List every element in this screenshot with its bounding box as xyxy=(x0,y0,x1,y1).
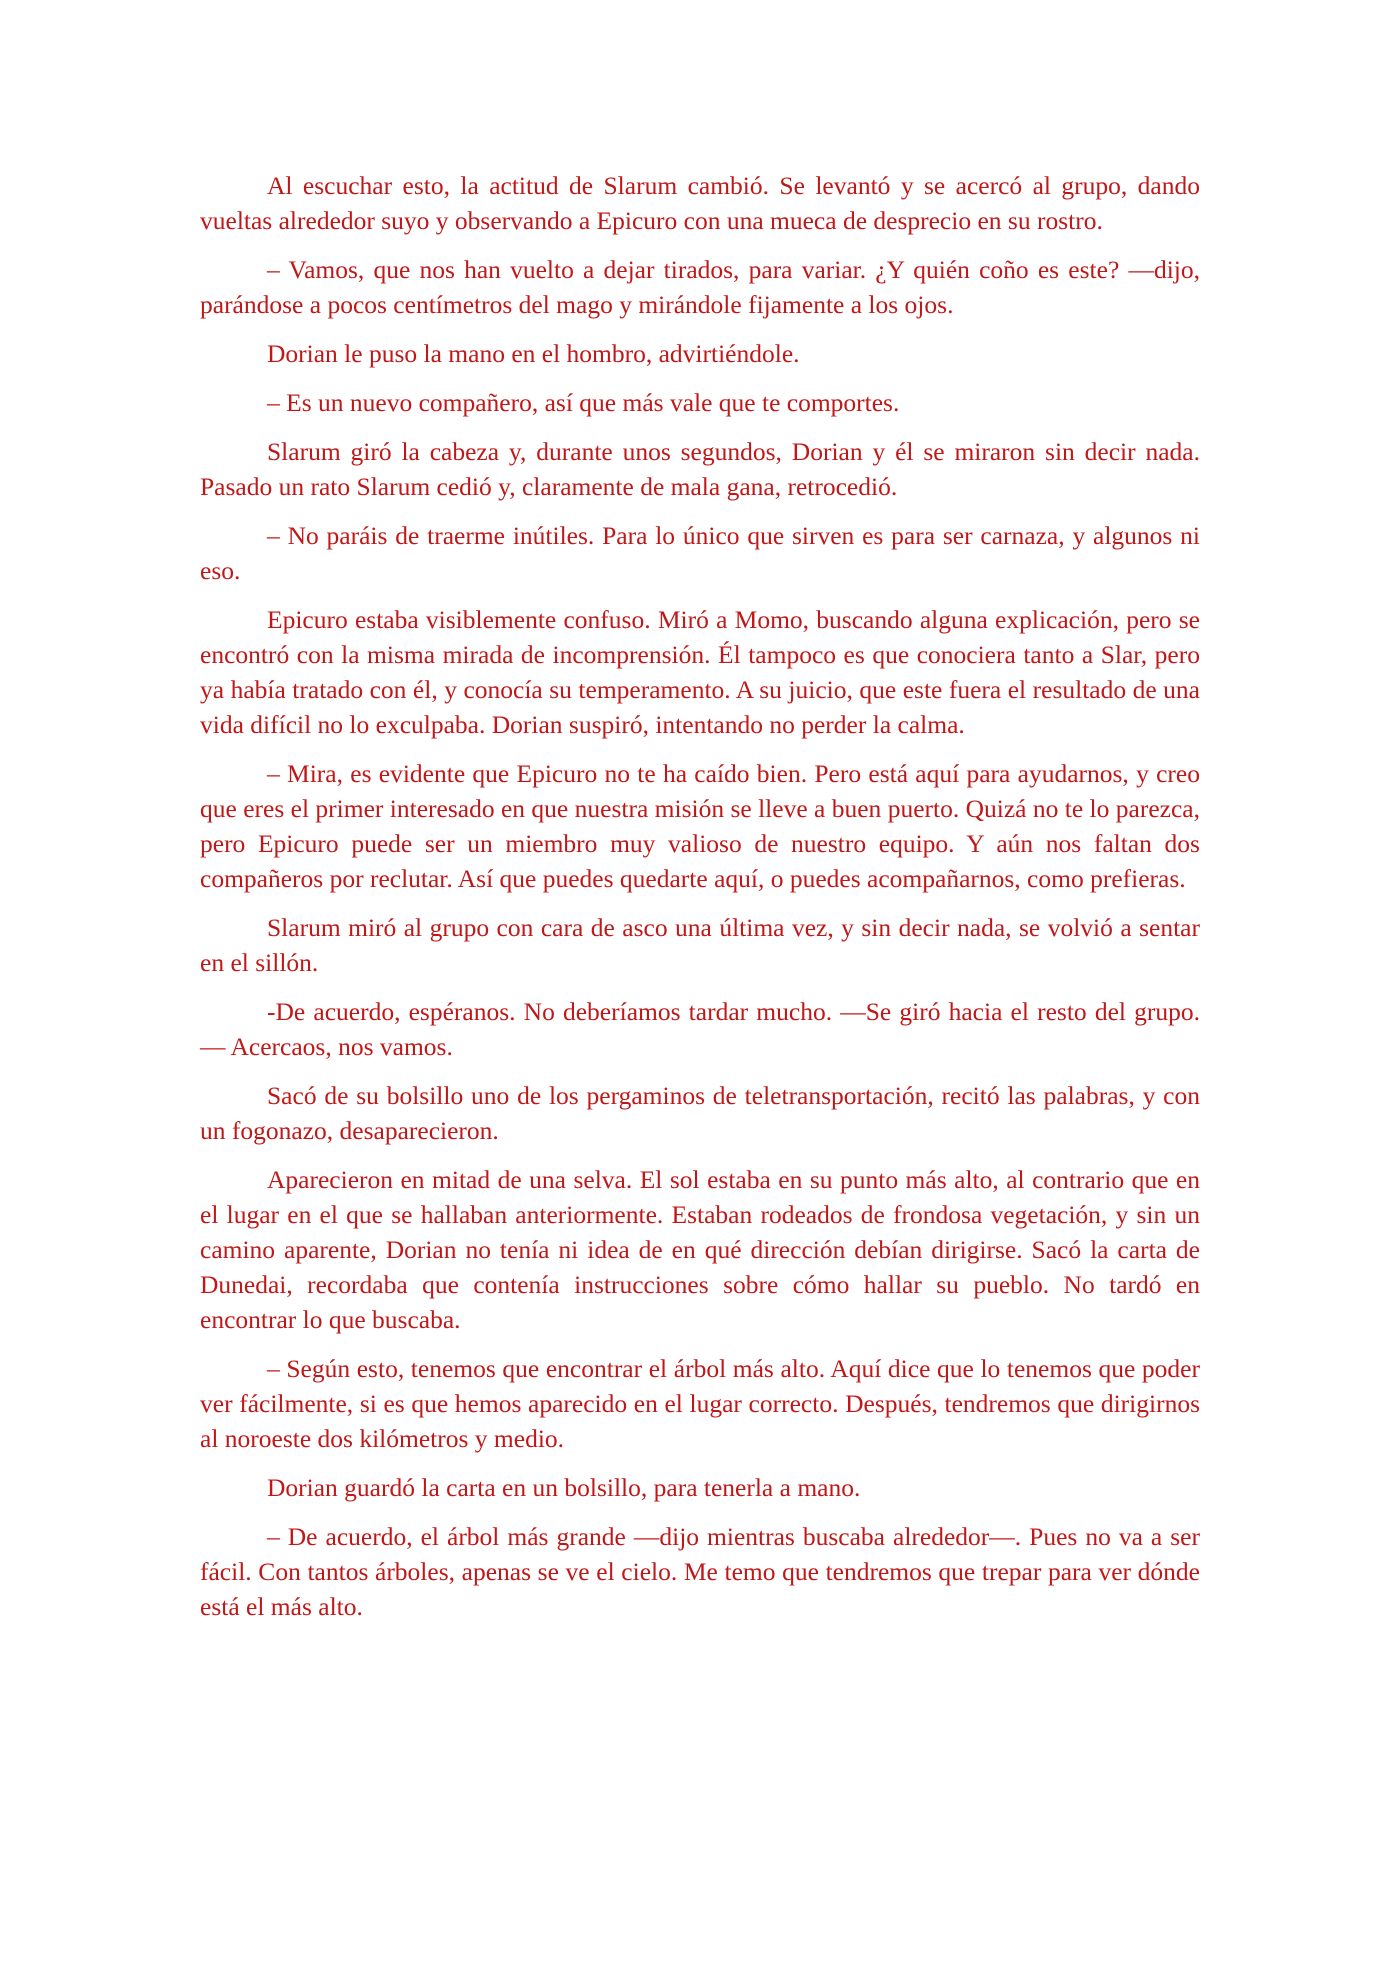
paragraph: Epicuro estaba visiblemente confuso. Miró a Momo, buscando alguna explicación, pero se encontró con la misma mirada de incomprensión. Él tampoco es que conociera tanto a Slar, pero ya había tratado con él, y conocía su temperamento. A su juicio, que este fuera el resultado de una vida difícil no lo exculpaba. Dorian suspiró, intentando no perder la calma. xyxy=(200,605,1200,739)
paragraph: Dorian guardó la carta en un bolsillo, para tenerla a mano. xyxy=(267,1473,861,1502)
paragraph: – Es un nuevo compañero, así que más vale que te comportes. xyxy=(267,388,900,417)
paragraph: Slarum miró al grupo con cara de asco una última vez, y sin decir nada, se volvió a sentar en el sillón. xyxy=(200,913,1200,977)
paragraph: Slarum giró la cabeza y, durante unos segundos, Dorian y él se miraron sin decir nada. Pasado un rato Slarum cedió y, claramente de mala gana, retrocedió. xyxy=(200,437,1200,501)
paragraph: Dorian le puso la mano en el hombro, advirtiéndole. xyxy=(267,339,800,368)
body-text xyxy=(200,168,1200,1638)
paragraph: – No paráis de traerme inútiles. Para lo único que sirven es para ser carnaza, y algunos ni eso. xyxy=(200,521,1200,585)
paragraph: – Mira, es evidente que Epicuro no te ha caído bien. Pero está aquí para ayudarnos, y creo que eres el primer interesado en que nuestra misión se lleve a buen puerto. Quizá no te lo parezca, pero Epicuro puede ser un miembro muy valioso de nuestro equipo. Y aún nos faltan dos compañeros por reclutar. Así que puedes quedarte aquí, o puedes acompañarnos, como prefieras. xyxy=(200,759,1200,893)
paragraph: Al escuchar esto, la actitud de Slarum cambió. Se levantó y se acercó al grupo, dando vueltas alrededor suyo y observando a Epicuro con una mueca de desprecio en su rostro. xyxy=(200,171,1200,235)
paragraph: – Según esto, tenemos que encontrar el árbol más alto. Aquí dice que lo tenemos que poder ver fácilmente, si es que hemos aparecido en el lugar correcto. Después, tendremos que dirigirnos al noroeste dos kilómetros y medio. xyxy=(200,1354,1200,1453)
paragraph: -De acuerdo, espéranos. No deberíamos tardar mucho. —Se giró hacia el resto del grupo. — Acercaos, nos vamos. xyxy=(200,997,1200,1061)
paragraph: Aparecieron en mitad de una selva. El sol estaba en su punto más alto, al contrario que en el lugar en el que se hallaban anteriormente. Estaban rodeados de frondosa vegetación, y sin un camino aparente, Dorian no tenía ni idea de en qué dirección debían dirigirse. Sacó la carta de Dunedai, recordaba que contenía instrucciones sobre cómo hallar su pueblo. No tardó en encontrar lo que buscaba. xyxy=(200,1165,1200,1334)
paragraph: – De acuerdo, el árbol más grande —dijo mientras buscaba alrededor—. Pues no va a ser fácil. Con tantos árboles, apenas se ve el cielo. Me temo que tendremos que trepar para ver dónde está el más alto. xyxy=(200,1522,1200,1621)
paragraph: Sacó de su bolsillo uno de los pergaminos de teletransportación, recitó las palabras, y con un fogonazo, desaparecieron. xyxy=(200,1081,1200,1145)
paragraph: – Vamos, que nos han vuelto a dejar tirados, para variar. ¿Y quién coño es este? —dijo, parándose a pocos centímetros del mago y mirándole fijamente a los ojos. xyxy=(200,255,1200,319)
